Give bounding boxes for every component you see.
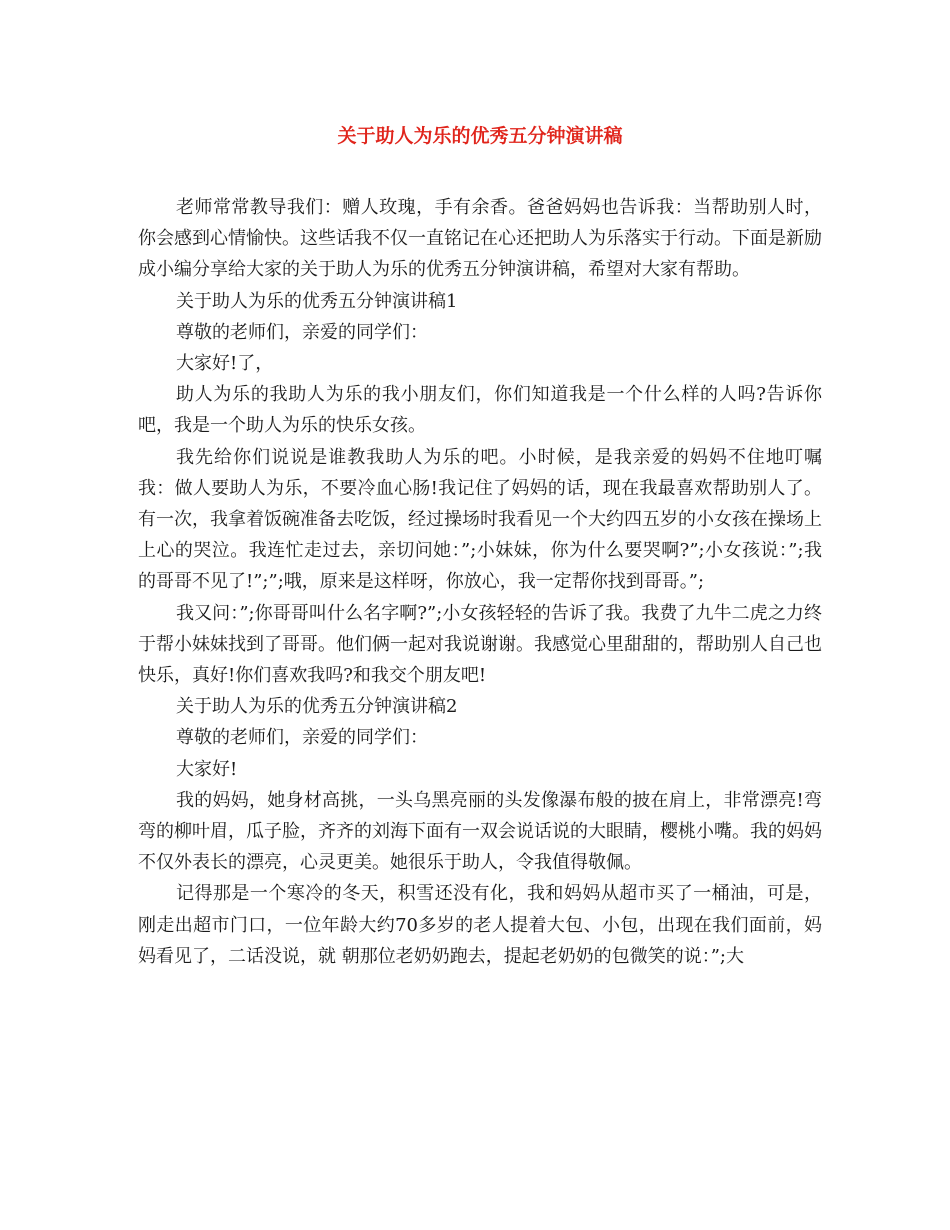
speech-1-paragraph: 我又问：”;你哥哥叫什么名字啊?”;小女孩轻轻的告诉了我。我费了九牛二虎之力终于帮小妹妹找到了哥哥。他们俩一起对我说谢谢。我感觉心里甜甜的，帮助别人自己也快乐，真好!你们喜欢我吗?和我交个朋友吧! xyxy=(138,602,822,687)
speech-2-paragraph: 我的妈妈，她身材高挑，一头乌黑亮丽的头发像瀑布般的披在肩上，非常漂亮!弯弯的柳叶眉，瓜子脸，齐齐的刘海下面有一双会说话说的大眼睛，樱桃小嘴。我的妈妈不仅外表长的漂亮，心灵更美。她很乐于助人，令我值得敬佩。 xyxy=(138,789,822,874)
speech-1-paragraph: 助人为乐的我助人为乐的我小朋友们，你们知道我是一个什么样的人吗?告诉你吧，我是一个助人为乐的快乐女孩。 xyxy=(138,384,822,437)
paragraph-intro: 老师常常教导我们：赠人玫瑰，手有余香。爸爸妈妈也告诉我：当帮助别人时，你会感到心情愉快。这些话我不仅一直铭记在心还把助人为乐落实于行动。下面是新励成小编分享给大家的关于助人为乐的优秀五分钟演讲稿，希望对大家有帮助。 xyxy=(138,197,822,281)
speech-1-heading: 关于助人为乐的优秀五分钟演讲稿1 xyxy=(176,290,458,312)
speech-1-paragraph: 我先给你们说说是谁教我助人为乐的吧。小时候，是我亲爱的妈妈不住地叮嘱我：做人要助人为乐，不要冷血心肠!我记住了妈妈的话，现在我最喜欢帮助别人了。有一次，我拿着饭碗准备去吃饭，经过操场时我看见一个大约四五岁的小女孩在操场上上心的哭泣。我连忙走过去，亲切问她：”;小妹妹，你为什么要哭啊?”;小女孩说：”;我的哥哥不见了!”;”;哦，原来是这样呀，你放心，我一定帮你找到哥哥。”; xyxy=(138,446,822,593)
speech-2-salutation: 尊敬的老师们，亲爱的同学们： xyxy=(176,727,428,749)
speech-1-greeting: 大家好!了， xyxy=(176,353,274,375)
document-title: 关于助人为乐的优秀五分钟演讲稿 xyxy=(337,125,623,147)
document-page xyxy=(138,122,822,972)
speech-2-greeting: 大家好! xyxy=(176,758,238,780)
speech-1-salutation: 尊敬的老师们，亲爱的同学们： xyxy=(176,321,428,343)
speech-2-paragraph: 记得那是一个寒冷的冬天，积雪还没有化，我和妈妈从超市买了一桶油，可是，刚走出超市门口，一位年龄大约70多岁的老人提着大包、小包，出现在我们面前，妈妈看见了，二话没说，就 朝那位老奶奶跑去，提起老奶奶的包微笑的说：”;大 xyxy=(138,883,822,967)
document-body xyxy=(138,192,822,972)
speech-2-heading: 关于助人为乐的优秀五分钟演讲稿2 xyxy=(176,696,458,718)
